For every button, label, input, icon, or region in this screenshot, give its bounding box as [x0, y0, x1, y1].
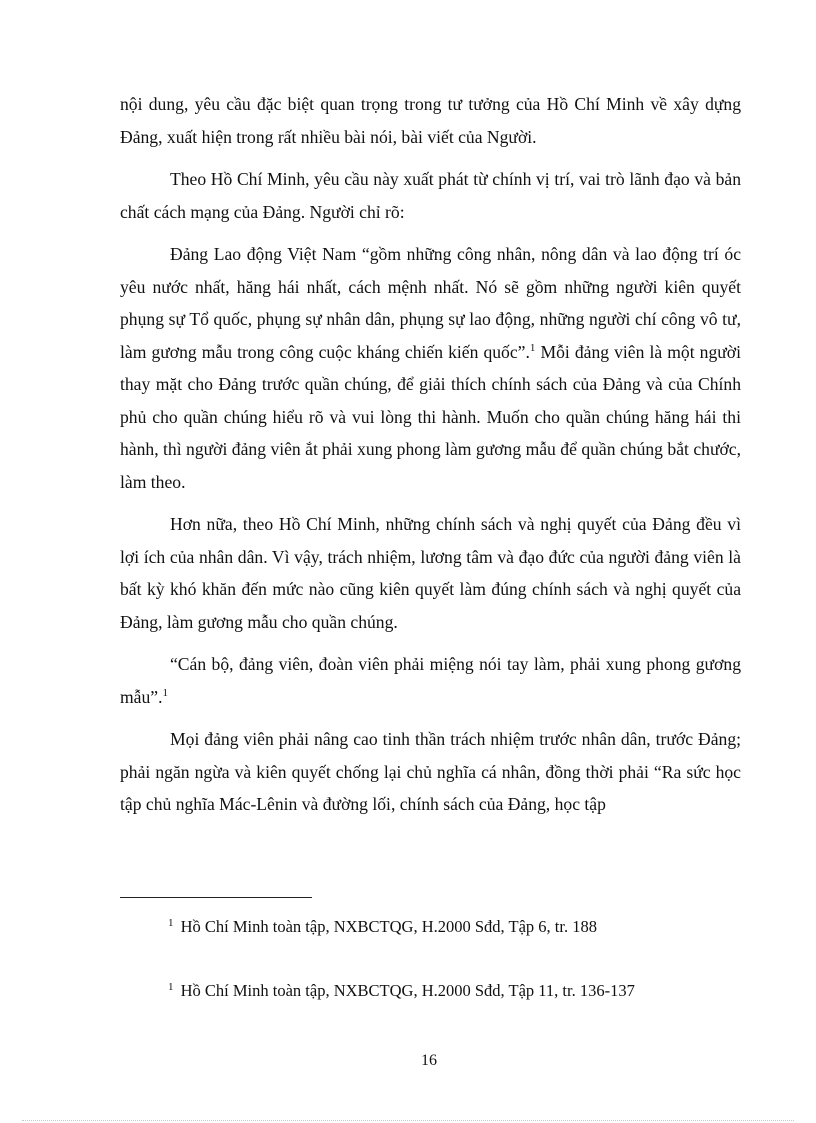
footnote-1 — [168, 917, 597, 937]
paragraph-5 — [120, 648, 741, 713]
footnote-separator — [120, 897, 312, 898]
paragraph-3 — [120, 238, 741, 498]
paragraph-3-continuation: Mỗi đảng viên là một người thay mặt cho Đảng trước quần chúng, để giải thích chính sách của Đảng và của Chính phủ cho quần chúng hiểu rõ và vui lòng thi hành. Muốn cho quần chúng hăng hái thi hành, thì người đảng viên ắt phải xung phong làm gương mẫu để quần chúng bắt chước, làm theo. — [120, 341, 741, 492]
footnote-text: Hồ Chí Minh toàn tập, NXBCTQG, H.2000 Sđd, Tập 11, tr. 136-137 — [176, 981, 635, 1000]
paragraph-1: nội dung, yêu cầu đặc biệt quan trọng trong tư tưởng của Hồ Chí Minh về xây dựng Đảng, xuất hiện trong rất nhiều bài nói, bài viết của Người. — [120, 94, 741, 147]
footnote-marker: 1 — [168, 980, 174, 993]
footnote-marker: 1 — [168, 916, 174, 929]
paragraph-6: Mọi đảng viên phải nâng cao tinh thần trách nhiệm trước nhân dân, trước Đảng; phải ngăn ngừa và kiên quyết chống lại chủ nghĩa cá nhân, đồng thời phải “Ra sức học tập chủ nghĩa Mác-Lênin và đường lối, chính sách của Đảng, học tập — [120, 729, 741, 814]
footnote-text: Hồ Chí Minh toàn tập, NXBCTQG, H.2000 Sđd, Tập 6, tr. 188 — [176, 917, 597, 936]
footnote-ref: 1 — [529, 341, 536, 354]
quote-text: “Cán bộ, đảng viên, đoàn viên phải miệng nói tay làm, phải xung phong gương mẫu”. — [120, 654, 741, 707]
paragraph-2: Theo Hồ Chí Minh, yêu cầu này xuất phát từ chính vị trí, vai trò lãnh đạo và bản chất cách mạng của Đảng. Người chỉ rõ: — [120, 169, 741, 222]
footnote-2 — [168, 981, 635, 1001]
page-number: 16 — [421, 1052, 437, 1069]
body-text — [120, 88, 741, 821]
page-bottom-border — [22, 1120, 794, 1121]
paragraph-4: Hơn nữa, theo Hồ Chí Minh, những chính sách và nghị quyết của Đảng đều vì lợi ích của nhân dân. Vì vậy, trách nhiệm, lương tâm và đạo đức của người đảng viên là bất kỳ khó khăn đến mức nào cũng kiên quyết làm đúng chính sách và nghị quyết của Đảng, làm gương mẫu cho quần chúng. — [120, 514, 741, 632]
footnote-ref: 1 — [162, 686, 168, 699]
quote-text: Đảng Lao động Việt Nam “gồm những công nhân, nông dân và lao động trí óc yêu nước nhất, hăng hái nhất, cách mệnh nhất. Nó sẽ gồm những người kiên quyết phụng sự Tổ quốc, phụng sự nhân dân, phụng sự lao động, những người chí công vô tư, làm gương mẫu trong công cuộc kháng chiến kiến quốc”. — [120, 244, 741, 362]
